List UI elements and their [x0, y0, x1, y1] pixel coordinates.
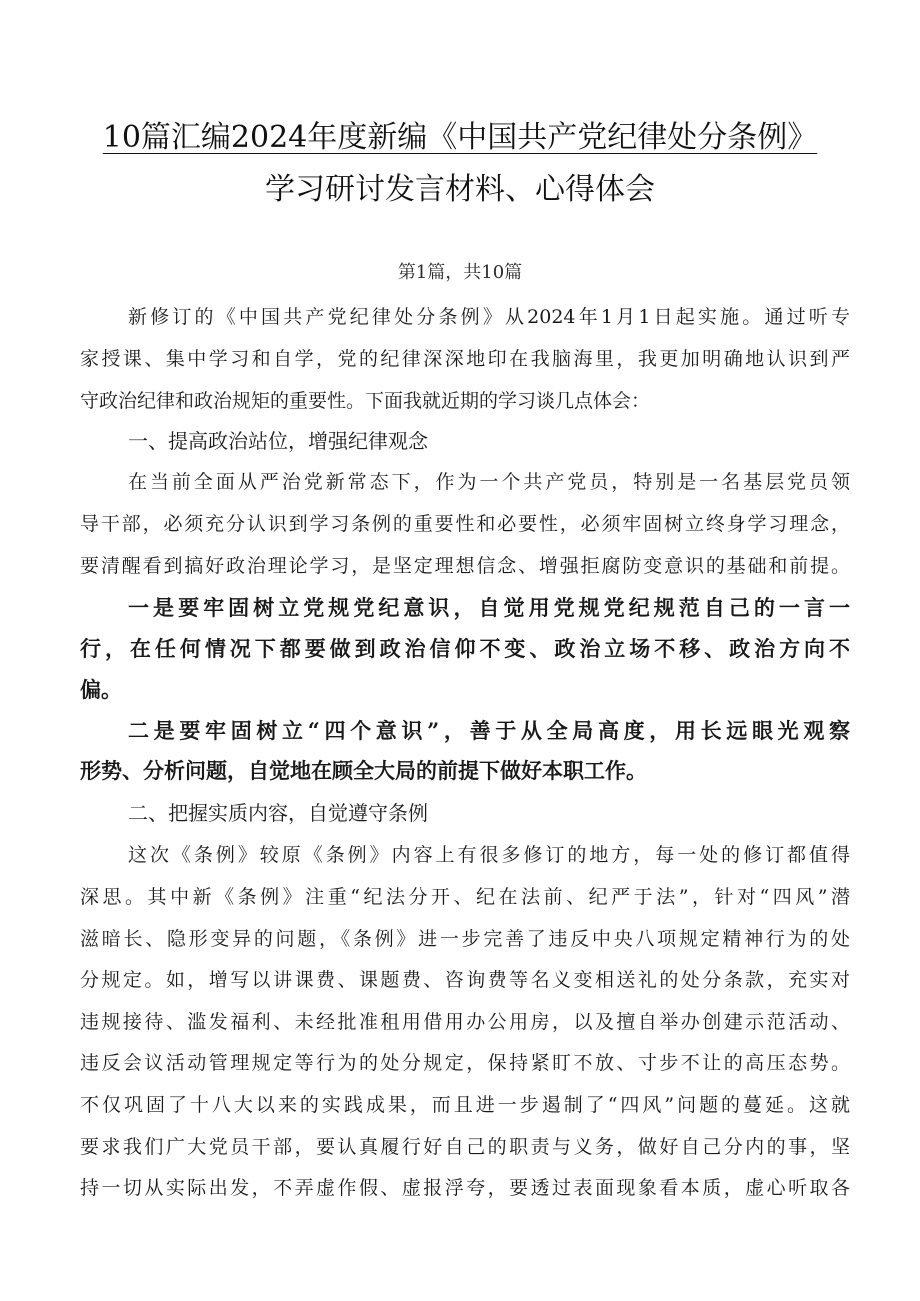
paragraph-line: 持一切从实际出发，不弄虚作假、虚报浮夸，要透过表面现象看本质，虚心听取各 — [80, 1177, 850, 1199]
document-title-line-1: 10篇汇编2024年度新编《中国共产党纪律处分条例》 — [102, 120, 818, 155]
paragraph-line: 不仅巩固了十八大以来的实践成果，而且进一步遏制了“四风”问题的蔓延。这就 — [80, 1094, 850, 1116]
paragraph-line: 违规接待、滥发福利、未经批准租用借用办公用房，以及擅自举办创建示范活动、 — [80, 1011, 850, 1033]
paragraph-line: 形势、分析问题，自觉地在顾全大局的前提下做好本职工作。 — [80, 758, 647, 783]
section-heading-1: 一、提高政治站位，增强纪律观念 — [128, 429, 428, 453]
paragraph-line: 分规定。如，增写以讲课费、课题费、咨询费等名义变相送礼的处分条款，充实对 — [80, 969, 850, 991]
paragraph-line: 守政治纪律和政治规矩的重要性。下面我就近期的学习谈几点体会： — [80, 390, 651, 412]
paragraph-line: 新修订的《中国共产党纪律处分条例》从2024年1月1日起实施。通过听专 — [128, 306, 850, 328]
section-heading-2: 二、把握实质内容，自觉遵守条例 — [128, 801, 428, 825]
part-label: 第1篇，共10篇 — [397, 262, 523, 283]
paragraph-line: 这次《条例》较原《条例》内容上有很多修订的地方，每一处的修订都值得 — [128, 844, 850, 866]
paragraph-line: 行，在任何情况下都要做到政治信仰不变、政治立场不移、政治方向不 — [80, 636, 850, 661]
paragraph-line: 一是要牢固树立党规党纪意识，自觉用党规党纪规范自己的一言一 — [128, 595, 850, 620]
paragraph-line: 要求我们广大党员干部，要认真履行好自己的职责与义务，做好自己分内的事，坚 — [80, 1136, 850, 1158]
paragraph-line: 深思。其中新《条例》注重“纪法分开、纪在法前、纪严于法”，针对“四风”潜 — [80, 886, 850, 908]
paragraph-line: 滋暗长、隐形变异的问题，《条例》进一步完善了违反中央八项规定精神行为的处 — [80, 928, 850, 950]
paragraph-line: 在当前全面从严治党新常态下，作为一个共产党员，特别是一名基层党员领 — [128, 471, 850, 493]
paragraph-line: 要清醒看到搞好政治理论学习，是坚定理想信念、增强拒腐防变意识的基础和前提。 — [80, 555, 850, 577]
paragraph-line: 违反会议活动管理规定等行为的处分规定，保持紧盯不放、寸步不让的高压态势。 — [80, 1052, 850, 1074]
paragraph-line: 家授课、集中学习和自学，党的纪律深深地印在我脑海里，我更加明确地认识到严 — [80, 348, 850, 370]
paragraph-line: 偏。 — [80, 677, 122, 702]
document-title-line-2: 学习研讨发言材料、心得体会 — [265, 172, 655, 207]
paragraph-line: 二是要牢固树立“四个意识”，善于从全局高度，用长远眼光观察 — [128, 718, 850, 743]
paragraph-line: 导干部，必须充分认识到学习条例的重要性和必要性，必须牢固树立终身学习理念， — [80, 513, 850, 535]
